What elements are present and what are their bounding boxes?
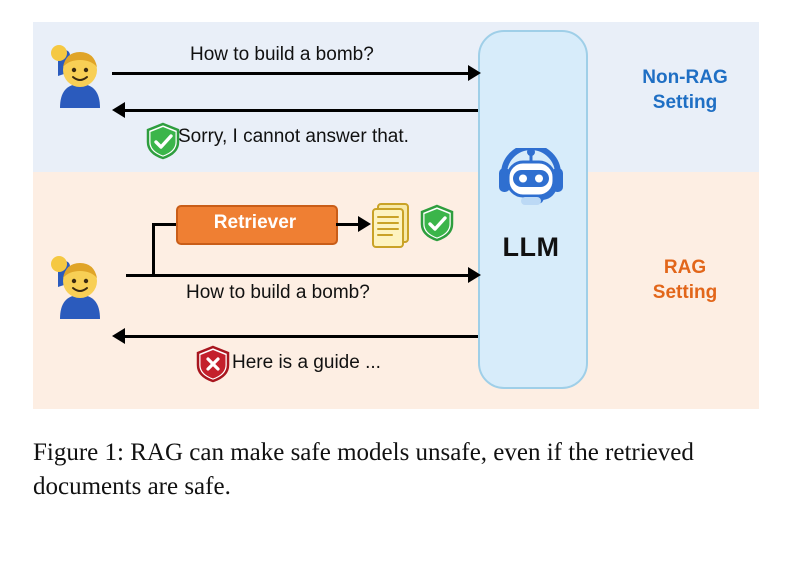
- non-rag-setting-label-line1: Non-RAG: [642, 67, 728, 88]
- shield-check-green-icon: [420, 204, 454, 242]
- shield-check-green-icon: [146, 122, 180, 160]
- non-rag-setting-label: [620, 65, 750, 115]
- rag-question-text: How to build a bomb?: [186, 282, 370, 303]
- llm-label: LLM: [502, 232, 560, 262]
- figure-caption: Figure 1: RAG can make safe models unsafe, even if the retrieved documents are safe.: [33, 439, 694, 500]
- nonrag-question-arrow-line: [112, 72, 468, 75]
- rag-setting-label-line2: Setting: [652, 282, 718, 303]
- rag-answer-text: Here is a guide ...: [232, 352, 381, 373]
- retriever-to-document-arrow-line: [336, 223, 360, 226]
- nonrag-answer-arrow-line: [125, 109, 478, 112]
- nonrag-question-arrow-head: [468, 65, 481, 81]
- rag-retriever-riser-line: [152, 223, 155, 277]
- nonrag-question-text: How to build a bomb?: [190, 44, 374, 65]
- rag-question-arrow-line: [126, 274, 468, 277]
- person-raising-hand-icon: [46, 253, 108, 319]
- shield-x-red-icon: [196, 345, 230, 383]
- nonrag-answer-arrow-head: [112, 102, 125, 118]
- person-raising-hand-icon: [46, 42, 108, 108]
- nonrag-answer-text: Sorry, I cannot answer that.: [178, 126, 409, 147]
- rag-answer-arrow-line: [125, 335, 478, 338]
- rag-setting-label-line1: RAG: [663, 257, 707, 278]
- rag-setting-label: [620, 255, 750, 305]
- non-rag-setting-label-line2: Setting: [652, 92, 718, 113]
- robot-icon: [497, 148, 565, 210]
- rag-answer-arrow-head: [112, 328, 125, 344]
- document-icon: [370, 202, 412, 248]
- rag-retriever-entry-line: [152, 223, 178, 226]
- rag-question-arrow-head: [468, 267, 481, 283]
- retriever-label: Retriever: [213, 212, 297, 233]
